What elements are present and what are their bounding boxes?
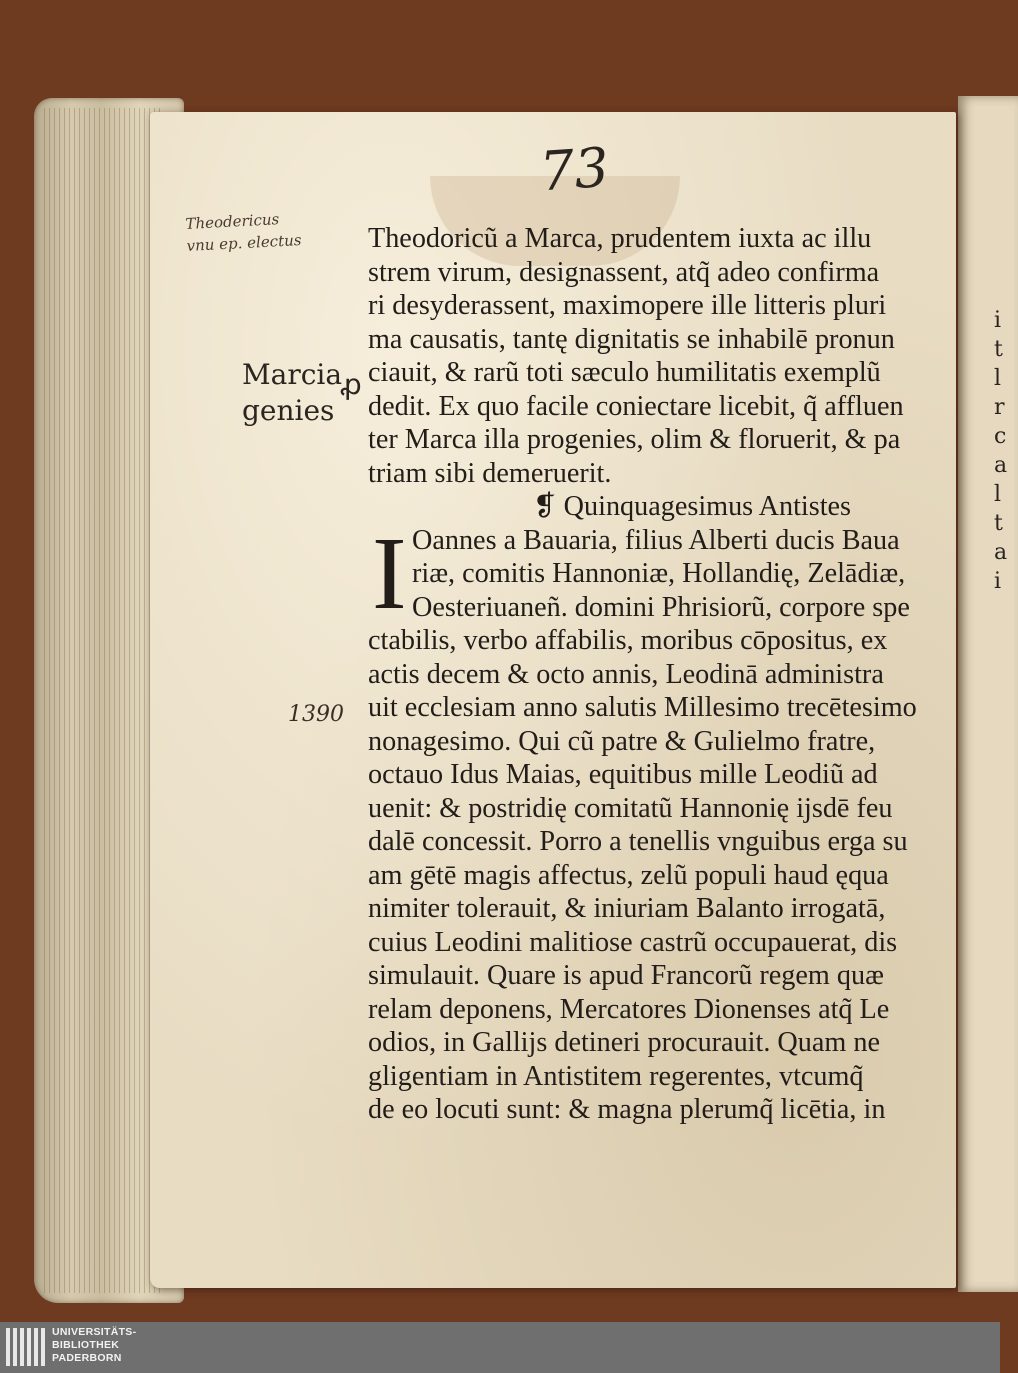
main-text-block <box>368 222 953 1127</box>
facing-page-letter: l <box>994 366 1002 391</box>
logo-line: BIBLIOTHEK <box>52 1339 120 1351</box>
text-line: nimiter tolerauit, & iniuriam Balanto irrogatā, <box>368 893 886 924</box>
text-line: uit ecclesiam anno salutis Millesimo trecētesimo <box>368 692 917 723</box>
text-line: cuius Leodini malitiose castrũ occupauerat, dis <box>368 926 898 958</box>
text-line: simulauit. Quare is apud Francorũ regem quæ <box>368 960 884 991</box>
text-line: am gētē magis affectus, zelũ populi haud ęqua <box>368 859 889 891</box>
facing-page-letter: a <box>994 540 1008 565</box>
text-line: triam sibi demeruerit. <box>368 457 612 489</box>
text-line: ciauit, & rarũ toti sæculo humilitatis exemplũ <box>368 357 881 388</box>
text-line: ctabilis, verbo affabilis, moribus cōpositus, ex <box>368 625 888 656</box>
handwritten-note-line: Theodericus <box>185 210 280 234</box>
drop-cap-initial: I <box>372 516 407 631</box>
facing-page-letter: t <box>994 511 1003 536</box>
text-line: dalē concessit. Porro a tenellis vnguibus erga su <box>368 826 908 857</box>
library-footer <box>0 1322 1000 1373</box>
text-line: gligentiam in Antistitem regerentes, vtcumq̃ <box>368 1060 864 1092</box>
text-line: riæ, comitis Hannoniæ, Hollandię, Zelādiæ, <box>412 558 906 589</box>
facing-page-letters <box>994 306 1007 596</box>
folio-number: 73 <box>537 135 611 204</box>
text-line: octauo Idus Maias, equitibus mille Leodiũ ad <box>368 759 878 790</box>
text-line: ter Marca illa progenies, olim & floruerit, & pa <box>368 424 901 455</box>
marginal-note-line: genies <box>242 394 335 427</box>
logo-line: PADERBORN <box>52 1352 122 1364</box>
library-logo-text <box>52 1326 136 1365</box>
text-line: ri desyderassent, maximopere ille litteris pluri <box>368 290 887 321</box>
pro-abbreviation-glyph: ꝓ <box>340 368 362 401</box>
facing-page-letter: i <box>994 569 1002 594</box>
facing-page-letter: r <box>994 395 1005 420</box>
facing-page-letter: l <box>994 482 1002 507</box>
facing-page-letter: a <box>994 453 1008 478</box>
handwritten-marginal-note <box>185 207 302 257</box>
marginal-note-line: Marcia <box>242 358 343 391</box>
text-line: odios, in Gallijs detineri procurauit. Quam ne <box>368 1027 880 1058</box>
facing-page-letter: t <box>994 337 1003 362</box>
facing-page-letter: i <box>994 308 1002 333</box>
text-line: nonagesimo. Qui cũ patre & Gulielmo fratre, <box>368 725 876 757</box>
text-line: Oesteriuaneñ. domini Phrisiorũ, corpore spe <box>412 591 910 623</box>
text-line: actis decem & octo annis, Leodinā administra <box>368 658 884 690</box>
text-line: dedit. Ex quo facile coniectare licebit, q̃ affluen <box>368 390 904 422</box>
text-line: uenit: & postridię comitatũ Hannonię ijsdē feu <box>368 792 893 824</box>
facing-page-letter: c <box>994 424 1007 449</box>
handwritten-note-line: vnu ep. electus <box>186 230 302 255</box>
printed-marginal-note <box>242 357 342 429</box>
text-line: Theodoricũ a Marca, prudentem iuxta ac illu <box>368 223 872 254</box>
text-line: relam deponens, Mercatores Dionenses atq̃ Le <box>368 993 890 1025</box>
handwritten-year: 1390 <box>288 702 344 727</box>
text-line: ma causatis, tantę dignitatis se inhabilē pronun <box>368 323 895 355</box>
text-line: Oannes a Bauaria, filius Alberti ducis Baua <box>412 524 900 556</box>
text-line: de eo locuti sunt: & magna plerumq̃ licētia, in <box>368 1094 886 1125</box>
library-logo-icon <box>6 1328 46 1366</box>
facing-page <box>958 96 1018 1292</box>
text-line: strem virum, designassent, atq̃ adeo confirma <box>368 256 880 288</box>
logo-line: UNIVERSITÄTS- <box>52 1326 137 1338</box>
text-line: ❡ Quinquagesimus Antistes <box>533 491 852 522</box>
